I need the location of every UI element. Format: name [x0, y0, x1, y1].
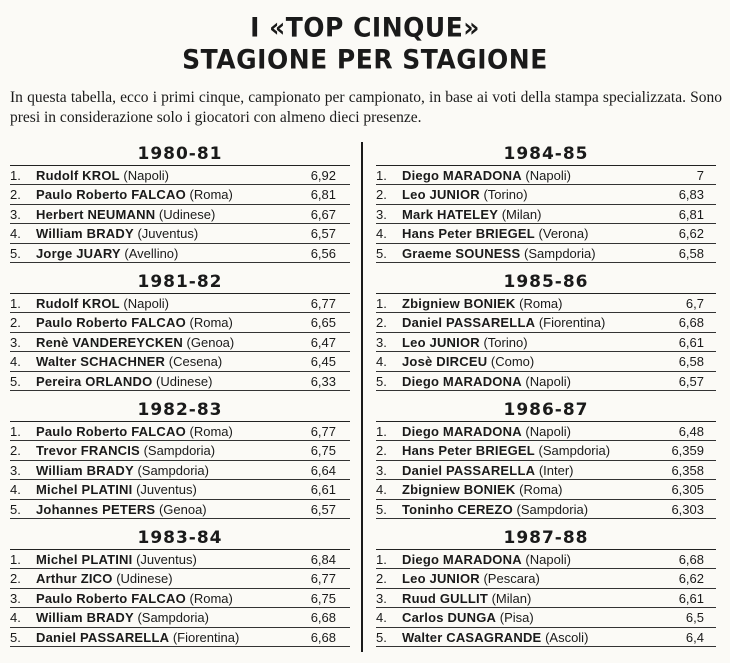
score-value: 6,68 [678, 315, 704, 331]
score-value: 6,303 [671, 501, 704, 517]
team-name: (Como) [490, 354, 535, 370]
team-name: (Roma) [189, 590, 233, 606]
score-value: 6,45 [310, 354, 336, 370]
table-row [376, 313, 716, 332]
team-name: (Genoa) [158, 501, 207, 517]
player-cell [402, 589, 679, 607]
season-table [376, 270, 716, 398]
score-value: 6,92 [310, 168, 336, 183]
score-value: 6,75 [310, 443, 336, 459]
team-name: (Cesena) [168, 354, 223, 370]
team-name: (Udinese) [156, 373, 213, 389]
season-heading: 1985-86 [376, 270, 716, 294]
table-row [376, 244, 716, 263]
table-row [10, 608, 350, 627]
score-value: 6,64 [310, 462, 336, 478]
page-title: I «TOP CINQUE» [250, 12, 480, 43]
player-cell [36, 589, 311, 607]
rank-number: 4. [376, 226, 387, 242]
player-cell [36, 569, 311, 587]
player-name: Rudolf KROL [36, 296, 120, 311]
table-row [376, 166, 716, 185]
rank-number: 5. [376, 373, 387, 389]
score-value: 6,58 [678, 245, 704, 261]
player-cell [36, 422, 311, 440]
player-cell [36, 372, 311, 390]
player-cell [36, 294, 311, 312]
rank-number: 2. [376, 187, 387, 203]
rank-number: 1. [376, 424, 387, 439]
player-cell [36, 628, 311, 646]
player-cell [402, 244, 679, 262]
rank-number: 1. [10, 424, 21, 439]
score-value: 6,77 [310, 296, 336, 311]
score-value: 6,68 [678, 552, 704, 567]
player-name: Paulo Roberto FALCAO [36, 590, 186, 606]
player-name: Toninho CEREZO [402, 501, 513, 517]
team-name: (Sampdoria) [538, 443, 611, 459]
rank-number: 2. [376, 315, 387, 331]
team-name: (Ascoli) [545, 629, 589, 645]
player-cell [36, 550, 311, 568]
rank-number: 3. [10, 462, 21, 478]
player-name: Rudolf KROL [36, 168, 120, 183]
table-row [10, 480, 350, 499]
player-name: Leo JUNIOR [402, 571, 480, 587]
table-row [376, 550, 716, 569]
player-name: William BRADY [36, 462, 134, 478]
season-table [376, 526, 716, 654]
player-cell [36, 480, 311, 498]
score-value: 6,83 [678, 187, 704, 203]
score-value: 6,57 [310, 226, 336, 242]
table-row [376, 352, 716, 371]
team-name: (Fiorentina) [538, 315, 606, 331]
player-name: William BRADY [36, 226, 134, 242]
rank-number: 3. [376, 590, 387, 606]
table-row [10, 589, 350, 608]
score-value: 6,47 [310, 334, 336, 350]
season-table [10, 270, 350, 398]
player-name: Hans Peter BRIEGEL [402, 443, 535, 459]
player-name: Ruud GULLIT [402, 590, 488, 606]
rank-number: 3. [376, 334, 387, 350]
table-row [376, 185, 716, 204]
team-name: (Roma) [519, 296, 563, 311]
player-cell [402, 333, 679, 351]
table-row [376, 205, 716, 224]
player-name: Zbigniew BONIEK [402, 482, 516, 498]
player-name: Daniel PASSARELLA [402, 462, 536, 478]
player-name: Carlos DUNGA [402, 610, 497, 626]
player-name: Walter CASAGRANDE [402, 629, 542, 645]
rank-number: 1. [376, 552, 387, 567]
season-heading: 1981-82 [10, 270, 350, 294]
player-cell [36, 166, 311, 184]
score-value: 6,67 [310, 206, 336, 222]
player-cell [402, 422, 679, 440]
team-name: (Udinese) [158, 206, 216, 222]
rank-number: 2. [376, 571, 387, 587]
rank-number: 2. [10, 443, 21, 459]
score-value: 6,4 [685, 629, 704, 645]
page-subtitle: STAGIONE PER STAGIONE [182, 44, 548, 75]
season-heading: 1986-87 [376, 398, 716, 422]
score-value: 6,305 [671, 482, 704, 498]
team-name: (Roma) [189, 424, 233, 439]
player-name: Arthur ZICO [36, 571, 113, 587]
team-name: (Verona) [538, 226, 589, 242]
player-cell [36, 185, 311, 203]
table-row [376, 569, 716, 588]
player-cell [36, 333, 311, 351]
player-cell [36, 352, 311, 370]
player-name: Daniel PASSARELLA [36, 629, 170, 645]
rank-number: 5. [10, 373, 21, 389]
player-cell [36, 224, 311, 242]
team-name: (Juventus) [137, 226, 199, 242]
table-row [10, 628, 350, 647]
score-value: 6,62 [678, 226, 704, 242]
player-cell [36, 500, 311, 518]
season-heading: 1987-88 [376, 526, 716, 550]
table-row [376, 589, 716, 608]
table-row [10, 313, 350, 332]
rank-number: 4. [376, 610, 387, 626]
table-row [10, 461, 350, 480]
rank-number: 3. [10, 206, 21, 222]
team-name: (Pescara) [483, 571, 540, 587]
table-row [10, 224, 350, 243]
rank-number: 4. [376, 354, 387, 370]
rank-number: 1. [10, 168, 21, 183]
player-cell [402, 224, 679, 242]
table-row [10, 352, 350, 371]
rank-number: 4. [376, 482, 387, 498]
player-cell [36, 244, 311, 262]
team-name: (Roma) [519, 482, 563, 498]
table-row [10, 166, 350, 185]
player-name: Pereira ORLANDO [36, 373, 153, 389]
player-cell [402, 608, 686, 626]
table-row [376, 608, 716, 627]
player-cell [402, 441, 671, 459]
season-table [376, 398, 716, 526]
player-name: Daniel PASSARELLA [402, 315, 536, 331]
player-name: Trevor FRANCIS [36, 443, 140, 459]
score-value: 7 [696, 168, 704, 183]
player-name: Paulo Roberto FALCAO [36, 424, 186, 439]
score-value: 6,56 [310, 245, 336, 261]
team-name: (Napoli) [525, 373, 571, 389]
player-cell [402, 550, 679, 568]
table-row [10, 569, 350, 588]
team-name: (Napoli) [525, 424, 571, 439]
team-name: (Roma) [189, 187, 233, 203]
season-heading: 1982-83 [10, 398, 350, 422]
score-value: 6,68 [310, 610, 336, 626]
table-row [10, 550, 350, 569]
rank-number: 5. [10, 245, 21, 261]
player-cell [36, 205, 311, 223]
team-name: (Torino) [483, 187, 528, 203]
season-table [10, 526, 350, 654]
team-name: (Sampdoria) [143, 443, 216, 459]
team-name: (Sampdoria) [516, 501, 589, 517]
player-name: Herbert NEUMANN [36, 206, 156, 222]
team-name: (Inter) [538, 462, 574, 478]
score-value: 6,77 [310, 571, 336, 587]
score-value: 6,81 [310, 187, 336, 203]
team-name: (Juventus) [136, 552, 197, 567]
score-value: 6,57 [678, 373, 704, 389]
rank-number: 2. [376, 443, 387, 459]
score-value: 6,81 [678, 206, 704, 222]
rank-number: 5. [10, 501, 21, 517]
score-value: 6,68 [310, 629, 336, 645]
score-value: 6,65 [310, 315, 336, 331]
column-divider [361, 142, 363, 652]
rank-number: 4. [10, 482, 21, 498]
player-name: Renè VANDEREYCKEN [36, 334, 183, 350]
table-row [10, 294, 350, 313]
team-name: (Napoli) [525, 168, 571, 183]
table-row [376, 500, 716, 519]
left-column [10, 142, 350, 654]
score-value: 6,61 [310, 482, 336, 498]
table-row [376, 372, 716, 391]
player-cell [402, 372, 679, 390]
rank-number: 5. [376, 629, 387, 645]
score-value: 6,57 [310, 501, 336, 517]
season-heading: 1984-85 [376, 142, 716, 166]
rank-number: 5. [376, 245, 387, 261]
table-row [10, 185, 350, 204]
score-value: 6,33 [310, 373, 336, 389]
table-row [10, 372, 350, 391]
score-value: 6,58 [678, 354, 704, 370]
rank-number: 1. [10, 296, 21, 311]
player-cell [402, 352, 679, 370]
player-name: Paulo Roberto FALCAO [36, 187, 186, 203]
team-name: (Juventus) [136, 482, 197, 498]
table-row [376, 224, 716, 243]
season-table [10, 142, 350, 270]
rank-number: 3. [10, 590, 21, 606]
player-cell [402, 205, 679, 223]
team-name: (Napoli) [123, 296, 169, 311]
team-name: (Genoa) [186, 334, 235, 350]
rank-number: 1. [376, 296, 387, 311]
score-value: 6,7 [685, 296, 704, 311]
player-cell [402, 628, 686, 646]
score-value: 6,62 [678, 571, 704, 587]
table-row [376, 422, 716, 441]
rank-number: 3. [376, 462, 387, 478]
rank-number: 4. [10, 354, 21, 370]
season-heading: 1980-81 [10, 142, 350, 166]
player-name: Graeme SOUNESS [402, 245, 521, 261]
team-name: (Sampdoria) [524, 245, 596, 261]
rank-number: 4. [10, 610, 21, 626]
team-name: (Avellino) [124, 245, 179, 261]
player-name: Mark HATELEY [402, 206, 499, 222]
team-name: (Roma) [189, 315, 233, 331]
score-value: 6,75 [310, 590, 336, 606]
score-value: 6,359 [671, 443, 704, 459]
team-name: (Sampdoria) [137, 462, 209, 478]
team-name: (Napoli) [525, 552, 571, 567]
player-name: William BRADY [36, 610, 134, 626]
table-row [376, 461, 716, 480]
rank-number: 2. [10, 187, 21, 203]
table-row [10, 441, 350, 460]
score-value: 6,48 [678, 424, 704, 439]
table-row [376, 294, 716, 313]
player-name: Diego MARADONA [402, 424, 522, 439]
team-name: (Pisa) [499, 610, 534, 626]
player-name: Jorge JUARY [36, 245, 121, 261]
team-name: (Milan) [501, 206, 542, 222]
score-value: 6,61 [678, 334, 704, 350]
table-row [10, 244, 350, 263]
table-row [10, 205, 350, 224]
player-name: Michel PLATINI [36, 552, 133, 567]
player-name: Diego MARADONA [402, 168, 522, 183]
rank-number: 5. [10, 629, 21, 645]
player-name: Zbigniew BONIEK [402, 296, 516, 311]
score-value: 6,61 [678, 590, 704, 606]
rank-number: 1. [10, 552, 21, 567]
table-row [376, 333, 716, 352]
score-value: 6,84 [310, 552, 336, 567]
team-name: (Torino) [483, 334, 528, 350]
team-name: (Fiorentina) [172, 629, 240, 645]
rank-number: 2. [10, 315, 21, 331]
rank-number: 4. [10, 226, 21, 242]
rank-number: 1. [376, 168, 387, 183]
player-name: Hans Peter BRIEGEL [402, 226, 535, 242]
player-cell [402, 569, 679, 587]
rank-number: 5. [376, 501, 387, 517]
player-name: Paulo Roberto FALCAO [36, 315, 186, 331]
team-name: (Sampdoria) [137, 610, 209, 626]
score-value: 6,5 [685, 610, 704, 626]
player-name: Michel PLATINI [36, 482, 133, 498]
rank-number: 3. [10, 334, 21, 350]
table-row [376, 628, 716, 647]
player-name: Leo JUNIOR [402, 334, 480, 350]
player-cell [36, 608, 311, 626]
player-name: Johannes PETERS [36, 501, 156, 517]
table-row [376, 441, 716, 460]
player-name: Diego MARADONA [402, 552, 522, 567]
player-name: Diego MARADONA [402, 373, 522, 389]
player-cell [402, 500, 671, 518]
season-heading: 1983-84 [10, 526, 350, 550]
season-table [10, 398, 350, 526]
player-cell [402, 166, 697, 184]
right-column [376, 142, 716, 654]
table-row [10, 333, 350, 352]
player-cell [402, 294, 686, 312]
player-name: Walter SCHACHNER [36, 354, 166, 370]
player-cell [36, 461, 311, 479]
player-cell [402, 461, 671, 479]
player-name: Josè DIRCEU [402, 354, 488, 370]
player-cell [402, 480, 671, 498]
table-row [376, 480, 716, 499]
player-cell [36, 441, 311, 459]
player-cell [36, 313, 311, 331]
rank-number: 2. [10, 571, 21, 587]
score-value: 6,358 [671, 462, 704, 478]
player-cell [402, 313, 679, 331]
season-table [376, 142, 716, 270]
player-cell [402, 185, 679, 203]
table-row [10, 422, 350, 441]
team-name: (Milan) [491, 590, 532, 606]
team-name: (Napoli) [123, 168, 169, 183]
table-row [10, 500, 350, 519]
team-name: (Udinese) [116, 571, 173, 587]
score-value: 6,77 [310, 424, 336, 439]
intro-paragraph: In questa tabella, ecco i primi cinque, campionato per campionato, in base ai voti della stampa specializzata. Sono presi in considerazione solo i giocatori con almeno dieci presenze. [10, 89, 722, 126]
player-name: Leo JUNIOR [402, 187, 480, 203]
rank-number: 3. [376, 206, 387, 222]
